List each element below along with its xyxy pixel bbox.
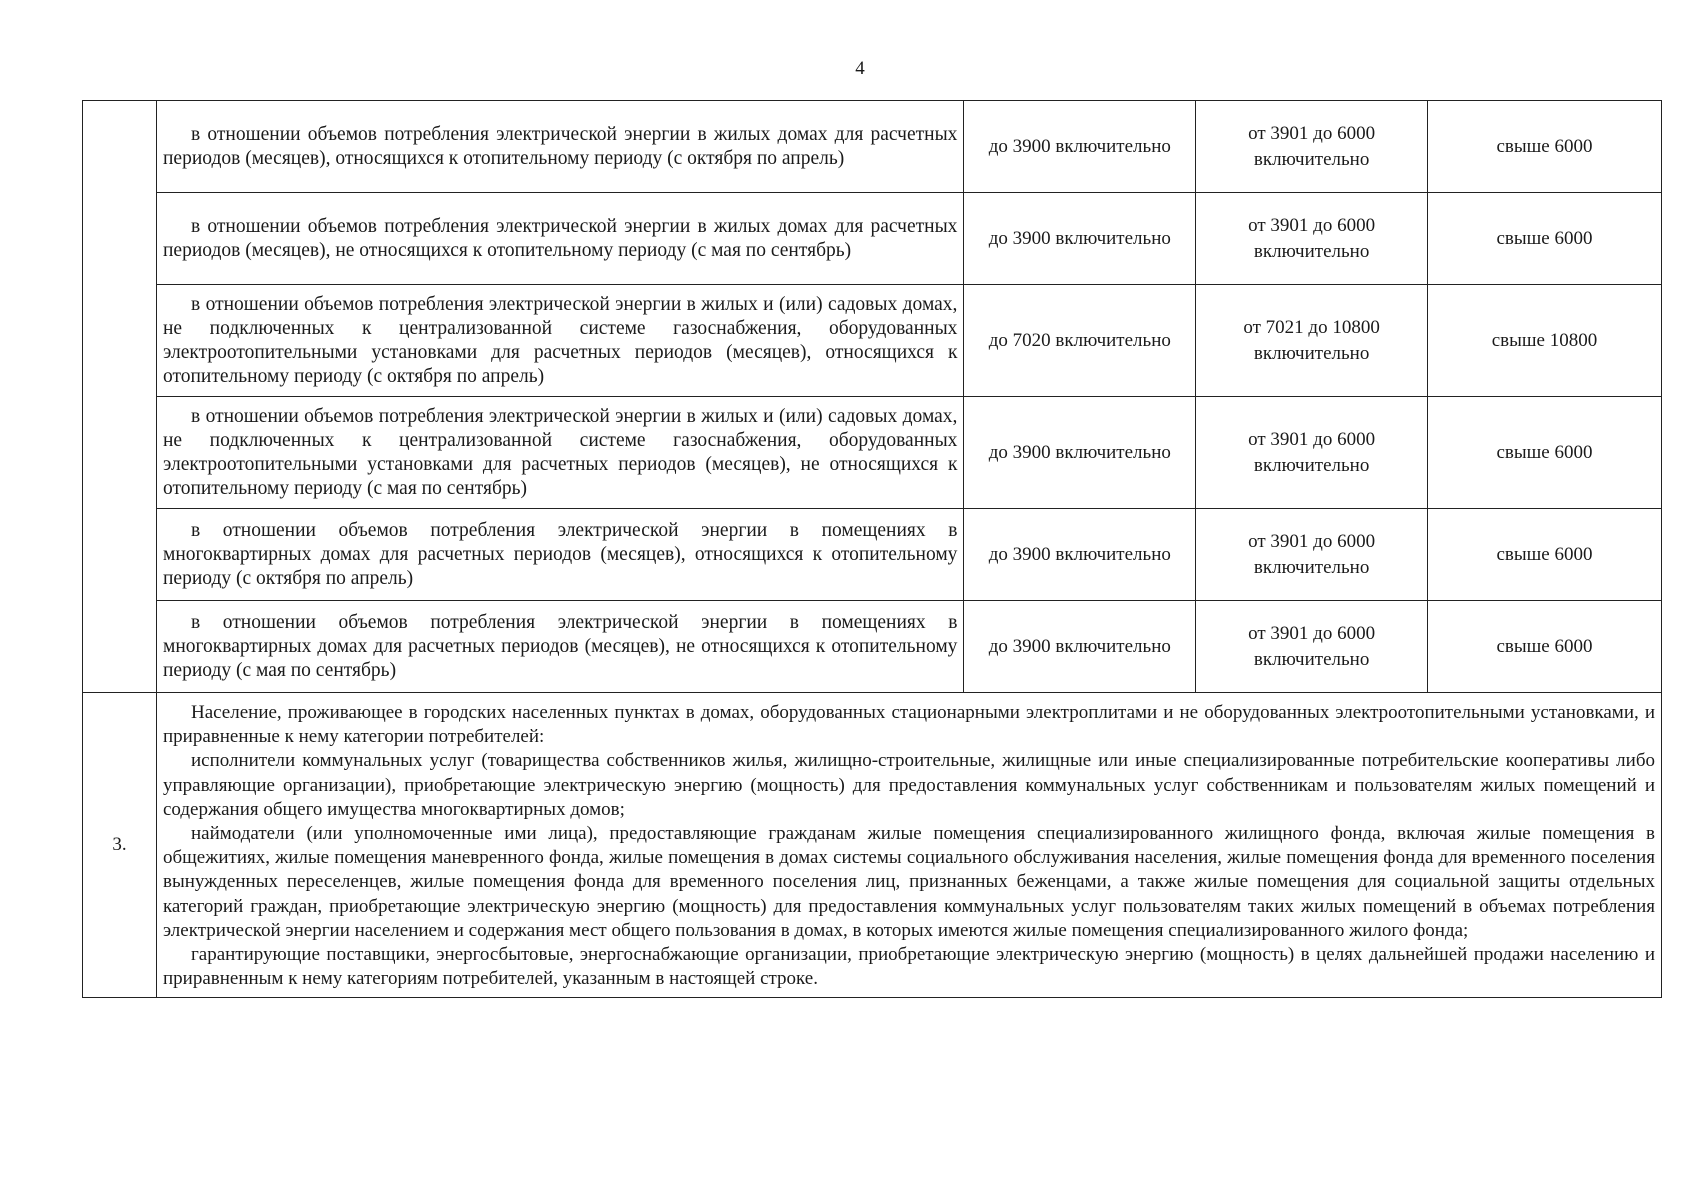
description-text: в отношении объемов потребления электрической энергии в жилых и (или) садовых домах, не подключенных к централизованной системе газоснабжения, оборудованных электроотопительными установками для расчетных периодов (месяцев), не относящихся к отопительному периоду (с мая по сентябрь) [162,405,958,499]
row-3-paragraph: наймодатели (или уполномоченные ими лица), предоставляющие гражданам жилые помещения специализированного жилищного фонда, включая жилые помещения в общежитиях, жилые помещения маневренного фонда, жилые помещения в домах системы социального обслуживания населения, жилые помещения фонда для временного поселения вынужденных переселенцев, жилые помещения фонда для временного поселения лиц, признанных беженцами, а также жилые помещения для социальной защиты отдельных категорий граждан, приобретающие электрическую энергию (мощность) для предоставления коммунальных услуг пользователям таких жилых помещений в объемах потребления электрической энергии населением и содержания мест общего пользования в домах, в которых имеются жилые помещения специализированного жилого фонда; [162,823,1655,941]
row-3-description-cell [156,693,1661,998]
description-cell [156,193,963,285]
band-mid-cell: от 7021 до 10800 включительно [1196,285,1428,397]
row-number-cell [83,101,157,693]
table-row [83,509,1662,601]
tariff-table [82,100,1662,998]
description-text: в отношении объемов потребления электрической энергии в помещениях в многоквартирных домах для расчетных периодов (месяцев), не относящихся к отопительному периоду (с мая по сентябрь) [162,611,958,681]
row-3-paragraph: гарантирующие поставщики, энергосбытовые, энергоснабжающие организации, приобретающие электрическую энергию (мощность) в целях дальнейшей продажи населению и приравненным к нему категориям потребителей, указанным в настоящей строке. [162,944,1655,990]
description-text: в отношении объемов потребления электрической энергии в жилых домах для расчетных периодов (месяцев), не относящихся к отопительному периоду (с мая по сентябрь) [162,215,958,261]
band-mid-cell: от 3901 до 6000 включительно [1196,601,1428,693]
table-row-3 [83,693,1662,998]
description-cell [156,509,963,601]
page-number: 4 [855,58,865,79]
band-low-cell: до 3900 включительно [964,601,1196,693]
band-high-cell: свыше 6000 [1428,601,1662,693]
table-row [83,193,1662,285]
table-row [83,101,1662,193]
table-row [83,285,1662,397]
band-mid-cell: от 3901 до 6000 включительно [1196,509,1428,601]
row-3-paragraph: Население, проживающее в городских населенных пунктах в домах, оборудованных стационарными электроплитами и не оборудованных электроотопительными установками, и приравненные к нему категории потребителей: [162,702,1655,748]
band-low-cell: до 3900 включительно [964,509,1196,601]
band-low-cell: до 3900 включительно [964,101,1196,193]
band-mid-cell: от 3901 до 6000 включительно [1196,397,1428,509]
band-high-cell: свыше 6000 [1428,397,1662,509]
band-high-cell: свыше 10800 [1428,285,1662,397]
description-text: в отношении объемов потребления электрической энергии в жилых домах для расчетных периодов (месяцев), относящихся к отопительному периоду (с октября по апрель) [162,123,958,169]
band-mid-cell: от 3901 до 6000 включительно [1196,193,1428,285]
band-mid-cell: от 3901 до 6000 включительно [1196,101,1428,193]
band-low-cell: до 7020 включительно [964,285,1196,397]
band-high-cell: свыше 6000 [1428,193,1662,285]
row-number-cell: 3. [83,693,157,998]
description-cell [156,601,963,693]
band-low-cell: до 3900 включительно [964,397,1196,509]
band-high-cell: свыше 6000 [1428,101,1662,193]
description-cell [156,285,963,397]
row-3-paragraph: исполнители коммунальных услуг (товарищества собственников жилья, жилищно-строительные, жилищные или иные специализированные потребительские кооперативы либо управляющие организации), приобретающие электрическую энергию (мощность) для предоставления коммунальных услуг собственникам и пользователям жилых помещений и содержания общего имущества многоквартирных домов; [162,750,1655,820]
band-high-cell: свыше 6000 [1428,509,1662,601]
table-row [83,601,1662,693]
description-text: в отношении объемов потребления электрической энергии в помещениях в многоквартирных домах для расчетных периодов (месяцев), относящихся к отопительному периоду (с октября по апрель) [162,519,958,589]
description-cell [156,101,963,193]
band-low-cell: до 3900 включительно [964,193,1196,285]
table-row [83,397,1662,509]
description-cell [156,397,963,509]
description-text: в отношении объемов потребления электрической энергии в жилых и (или) садовых домах, не подключенных к централизованной системе газоснабжения, оборудованных электроотопительными установками для расчетных периодов (месяцев), относящихся к отопительному периоду (с октября по апрель) [162,293,958,387]
